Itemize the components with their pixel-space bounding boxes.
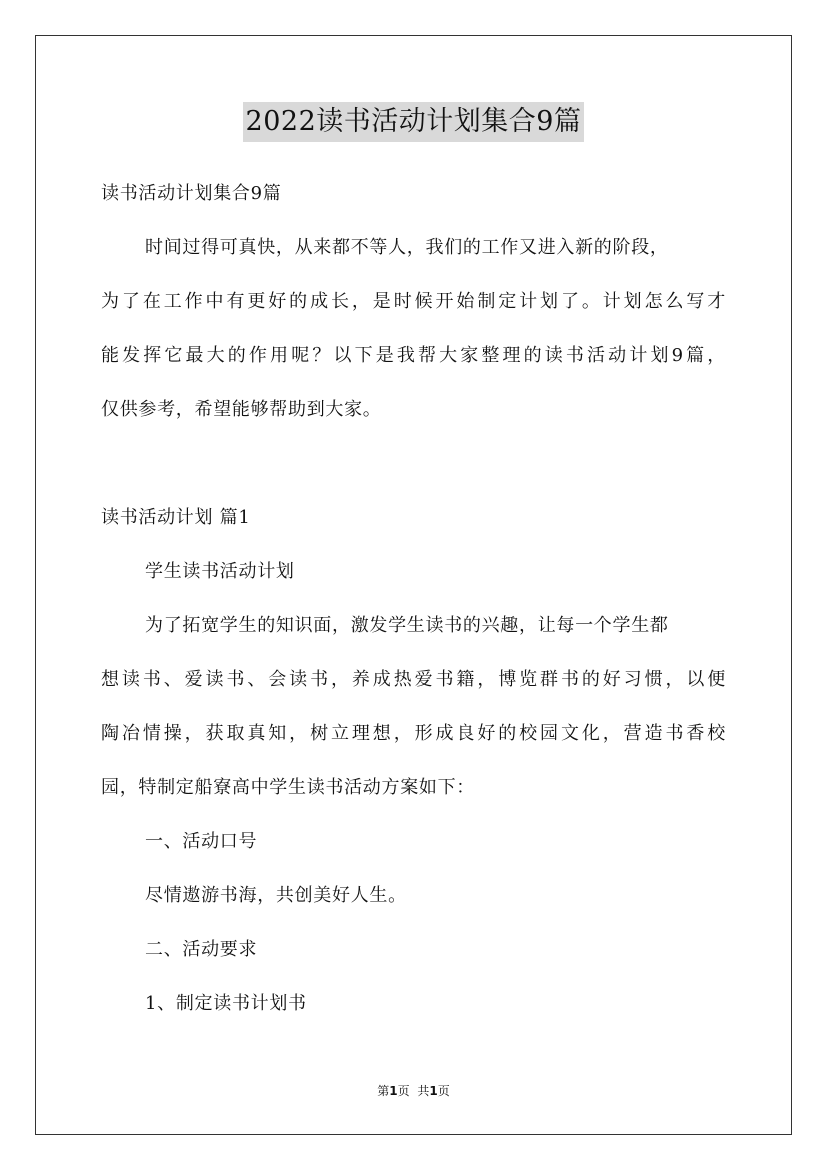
body-line-3: 陶冶情操，获取真知，树立理想，形成良好的校园文化，营造书香校	[101, 723, 726, 744]
footer-page-suffix: 页	[397, 1084, 410, 1098]
subtitle-line: 读书活动计划集合9篇	[101, 183, 282, 204]
intro-line-1: 时间过得可真快，从来都不等人，我们的工作又进入新的阶段，	[145, 237, 669, 258]
footer-total-prefix: 共	[417, 1084, 430, 1098]
heading-slogan: 一、活动口号	[145, 831, 258, 852]
document-title: 2022读书活动计划集合9篇	[243, 102, 585, 142]
section-subtitle: 学生读书活动计划	[145, 561, 295, 582]
page-footer	[0, 1082, 827, 1100]
requirement-item-1: 1、制定读书计划书	[145, 993, 307, 1014]
footer-total-number: 1	[429, 1084, 438, 1098]
intro-line-3: 能发挥它最大的作用呢？以下是我帮大家整理的读书活动计划9篇，	[101, 345, 726, 366]
heading-requirements: 二、活动要求	[145, 939, 258, 960]
document-title-container	[0, 100, 827, 142]
section-heading: 读书活动计划 篇1	[101, 507, 251, 528]
slogan-text: 尽情遨游书海，共创美好人生。	[145, 885, 407, 906]
intro-line-2: 为了在工作中有更好的成长，是时候开始制定计划了。计划怎么写才	[101, 291, 726, 312]
footer-page-prefix: 第	[377, 1084, 390, 1098]
intro-line-4: 仅供参考，希望能够帮助到大家。	[101, 399, 382, 420]
body-line-4: 园，特制定船寮高中学生读书活动方案如下：	[101, 777, 475, 798]
body-line-1: 为了拓宽学生的知识面，激发学生读书的兴趣，让每一个学生都	[145, 615, 669, 636]
footer-page-number: 1	[389, 1084, 398, 1098]
footer-total-suffix: 页	[437, 1084, 450, 1098]
body-line-2: 想读书、爱读书、会读书，养成热爱书籍，博览群书的好习惯，以便	[101, 669, 726, 690]
